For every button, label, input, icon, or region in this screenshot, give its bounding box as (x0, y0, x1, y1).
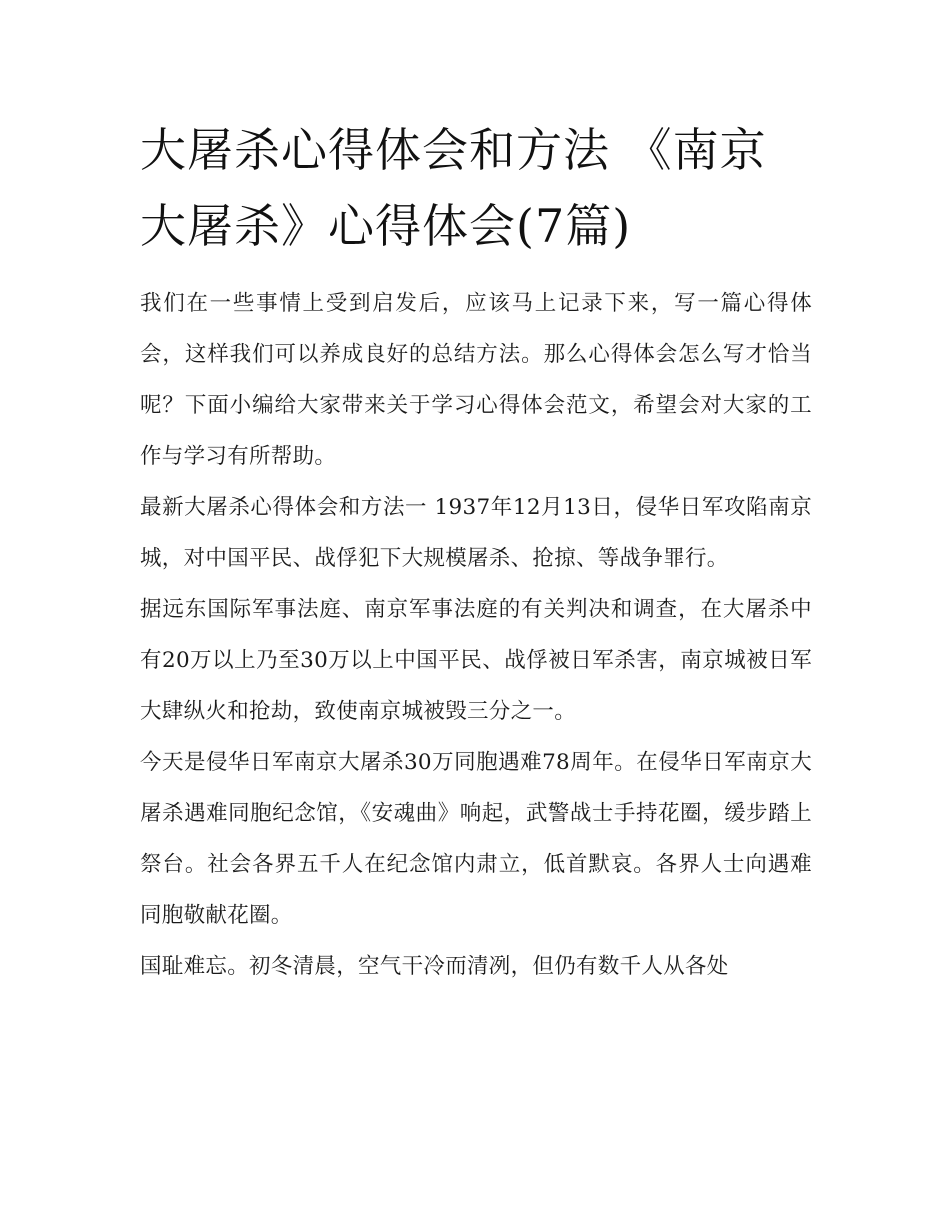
paragraph-tribunal: 据远东国际军事法庭、南京军事法庭的有关判决和调查，在大屠杀中有20万以上乃至30万以上中国平民、战俘被日军杀害，南京城被日军大肆纵火和抢劫，致使南京城被毁三分之一。 (140, 597, 812, 724)
paragraph-memorial: 今天是侵华日军南京大屠杀30万同胞遇难78周年。在侵华日军南京大屠杀遇难同胞纪念馆，《安魂曲》响起，武警战士手持花圈，缓步踏上祭台。社会各界五千人在纪念馆内肃立，低首默哀。各界人士向遇难同胞敬献花圈。 (140, 750, 812, 928)
paragraph-intro: 我们在一些事情上受到启发后，应该马上记录下来，写一篇心得体会，这样我们可以养成良好的总结方法。那么心得体会怎么写才恰当呢？下面小编给大家带来关于学习心得体会范文，希望会对大家的工作与学习有所帮助。 (140, 291, 812, 469)
paragraph-1937: 最新大屠杀心得体会和方法一 1937年12月13日，侵华日军攻陷南京城，对中国平民、战俘犯下大规模屠杀、抢掠、等战争罪行。 (140, 495, 812, 571)
document-page (140, 112, 812, 992)
paragraph-national-shame: 国耻难忘。初冬清晨，空气干冷而清冽，但仍有数千人从各处 (140, 954, 729, 979)
document-title: 大屠杀心得体会和方法 《南京大屠杀》心得体会(7篇) (140, 123, 767, 253)
